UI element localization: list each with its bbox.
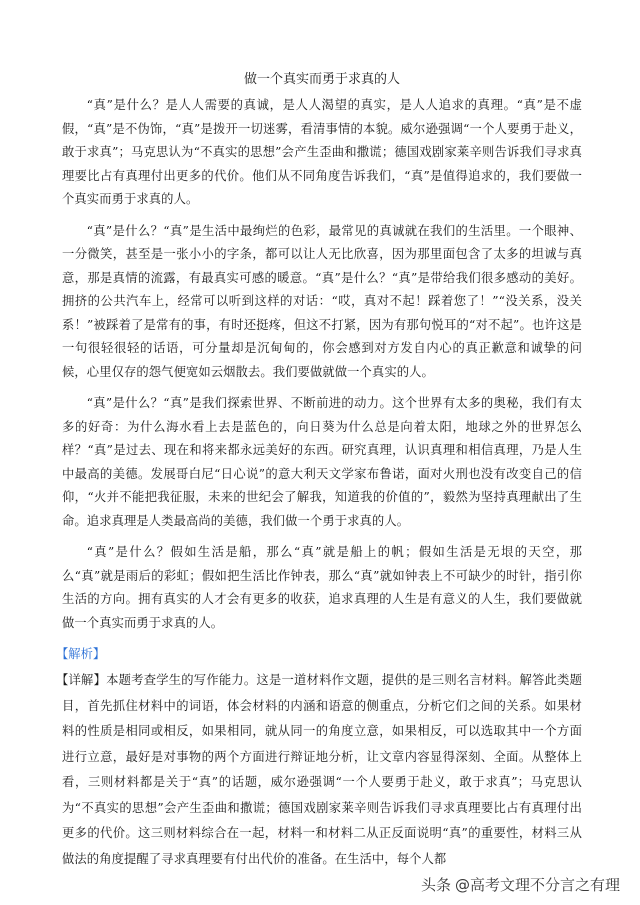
watermark xyxy=(421,874,620,895)
essay-paragraph-3: “真”是什么？“真”是我们探索世界、不断前进的动力。这个世界有太多的奥秘，我们有太多的好奇：为什么海水看上去是蓝色的，向日葵为什么总是向着太阳，地球之外的世界怎么样？“真”是过去、现在和将来都永远美好的东西。研究真理，认识真理和相信真理，乃是人生中最高的美德。发展哥白尼“日心说”的意大利天文学家布鲁诺，面对火刑也没有改变自己的信仰，“火并不能把我征服，未来的世纪会了解我，知道我的价值的”，毅然为坚持真理献出了生命。追求真理是人类最高尚的美德，我们做一个勇于求真的人。 xyxy=(62,396,582,528)
analysis-detail: 【详解】本题考查学生的写作能力。这是一道材料作文题，提供的是三则名言材料。解答此类题目，首先抓住材料中的词语，体会材料的内涵和语意的侧重点，分析它们之间的关系。如果材料的性质是相同或相反，如果相同，就从同一的角度立意，如果相反，可以选取其中一个方面进行立意，最好是对事物的两个方面进行辩证地分析，让文章内容显得深刻、全面。从整体上看，三则材料都是关于“真”的话题，威尔逊强调“一个人要勇于赴义，敢于求真”；马克思认为“不真实的思想”会产生歪曲和撒谎；德国戏剧家莱辛则告诉我们寻求真理要比占有真理付出更多的代价。这三则材料综合在一起，材料一和材料二从正反面说明“真”的重要性，材料三从做法的角度提醒了寻求真理要有付出代价的准备。在生活中，每个人都 xyxy=(56,673,582,866)
essay-title: 做一个真实而勇于求真的人 xyxy=(243,72,400,87)
analysis-label: 【解析】 xyxy=(56,647,106,661)
essay-paragraph-2: “真”是什么？“真”是生活中最绚烂的色彩，最常见的真诚就在我们的生活里。一个眼神、一分微笑，甚至是一张小小的字条，都可以让人无比欣喜，因为那里面包含了太多的坦诚与真意，那是真情的流露，有最真实可感的暖意。“真”是什么？“真”是带给我们很多感动的美好。拥挤的公共汽车上，经常可以听到这样的对话：“哎，真对不起！踩着您了！”“没关系，没关系！”被踩着了是常有的事，有时还挺疼，但这不打紧，因为有那句悦耳的“对不起”。也许这是一句很轻很轻的话语，可分量却是沉甸甸的，你会感到对方发自内心的真正歉意和诚挚的问候，心里仅存的怨气便宽如云烟散去。我们要做就做一个真实的人。 xyxy=(62,223,582,379)
watermark-brand: 头条 xyxy=(420,876,451,894)
watermark-account: @高考文理不分言之有理 xyxy=(454,876,620,894)
essay-paragraph-1: “真”是什么？是人人需要的真诚，是人人渴望的真实，是人人追求的真理。“真”是不虚假，“真”是不伪饰，“真”是拨开一切迷雾，看清事情的本貌。威尔逊强调“一个人要勇于赴义，敢于求真”；马克思认为“不真实的思想”会产生歪曲和撒谎；德国戏剧家莱辛则告诉我们寻求真理要比占有真理付出更多的代价。他们从不同角度告诉我们，“真”是值得追求的，我们要做一个真实而勇于求真的人。 xyxy=(62,98,582,206)
essay-paragraph-4: “真”是什么？假如生活是船，那么“真”就是船上的帆；假如生活是无垠的天空，那么“真”就是雨后的彩虹；假如把生活比作钟表，那么“真”就如钟表上不可缺少的时针，指引你生活的方向。拥有真实的人才会有更多的收获，追求真理的人生是有意义的人生，我们要做就做一个真实而勇于求真的人。 xyxy=(62,545,582,630)
document-page xyxy=(56,70,582,872)
